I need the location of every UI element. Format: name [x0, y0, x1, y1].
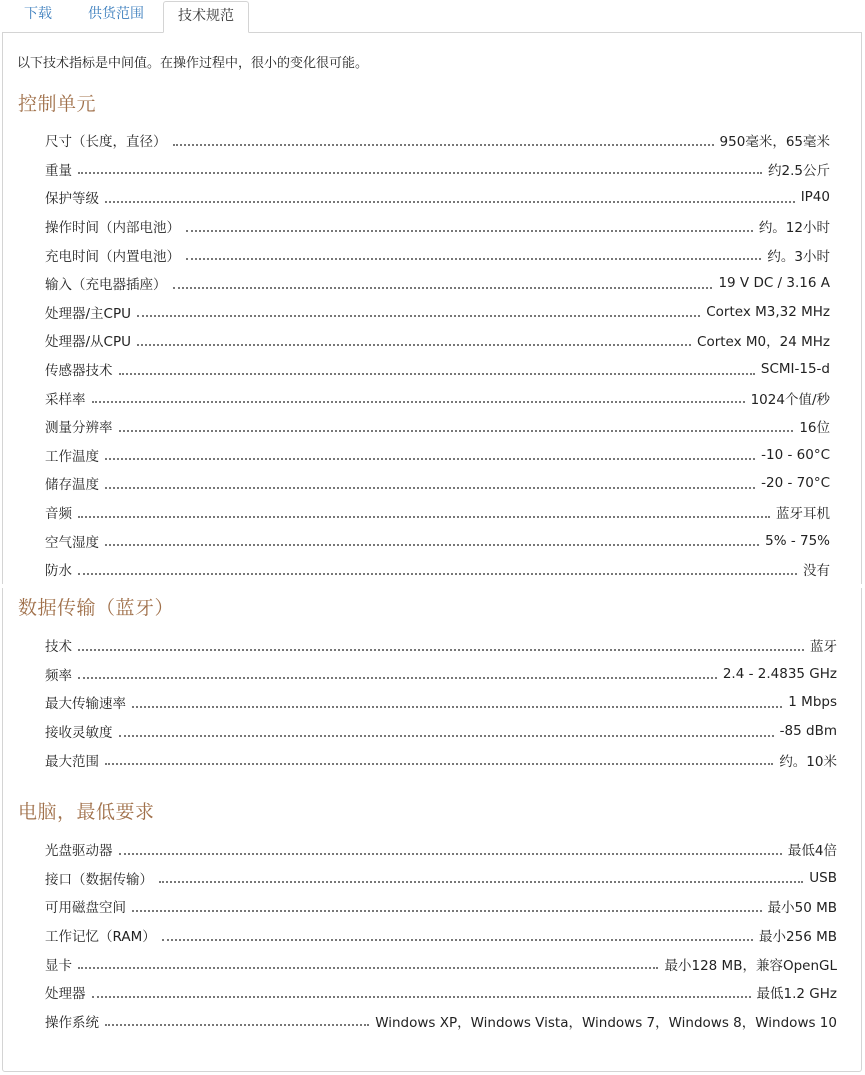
spec-value: 最低4倍: [787, 843, 837, 860]
spec-row: [45, 688, 837, 717]
spec-label: 显卡: [45, 957, 72, 974]
dot-leader: [119, 852, 782, 855]
spec-value: Windows XP，Windows Vista，Windows 7，Windows 8，Windows 10: [375, 1014, 837, 1031]
dot-leader: [186, 257, 761, 260]
spec-row: [45, 183, 830, 212]
dot-leader: [119, 429, 794, 432]
spec-value: 没有: [803, 563, 830, 580]
dot-leader: [105, 200, 795, 203]
section-gap: [0, 584, 865, 588]
spec-label: 工作记忆（RAM）: [45, 929, 156, 946]
dot-leader: [105, 1023, 369, 1026]
spec-label: 工作温度: [45, 448, 99, 465]
tab-scope-of-delivery[interactable]: 供货范围: [88, 6, 144, 22]
spec-label: 重量: [45, 162, 72, 179]
spec-value: 2.4 - 2.4835 GHz: [722, 665, 837, 682]
spec-list-data-transfer: [45, 631, 837, 774]
spec-value: 950毫米，65毫米: [719, 134, 830, 151]
spec-value: 19 V DC / 3.16 A: [718, 275, 830, 292]
dot-leader: [119, 372, 755, 375]
dot-leader: [78, 966, 658, 969]
dot-leader: [105, 543, 759, 546]
spec-row: [45, 155, 830, 184]
spec-list-control-unit: [45, 126, 830, 584]
dot-leader: [137, 314, 700, 317]
dot-leader: [137, 343, 691, 346]
spec-label: 尺寸（长度，直径）: [45, 134, 167, 151]
spec-value: 5% - 75%: [765, 532, 830, 549]
dot-leader: [159, 880, 803, 883]
spec-row: [45, 555, 830, 584]
intro-text: 以下技术指标是中间值。在操作过程中，很小的变化很可能。: [17, 56, 369, 71]
spec-value: USB: [809, 869, 837, 886]
spec-value: 约2.5公斤: [768, 162, 830, 179]
spec-label: 传感器技术: [45, 363, 113, 380]
dot-leader: [92, 995, 751, 998]
spec-row: [45, 660, 837, 689]
spec-value: -85 dBm: [779, 723, 837, 740]
spec-label: 接口（数据传输）: [45, 871, 153, 888]
tab-download[interactable]: 下载: [24, 6, 52, 22]
spec-value: IP40: [800, 189, 830, 206]
spec-row: [45, 412, 830, 441]
spec-row: [45, 526, 830, 555]
dot-leader: [78, 515, 770, 518]
spec-label: 测量分辨率: [45, 420, 113, 437]
spec-label: 操作系统: [45, 1014, 99, 1031]
dot-leader: [105, 486, 755, 489]
section-title-data-transfer: 数据传输（蓝牙）: [18, 597, 175, 619]
dot-leader: [105, 457, 755, 460]
dot-leader: [132, 909, 762, 912]
spec-label: 防水: [45, 563, 72, 580]
spec-label: 可用磁盘空间: [45, 900, 126, 917]
spec-value: 最小256 MB: [759, 929, 837, 946]
dot-leader: [78, 572, 797, 575]
spec-row: [45, 240, 830, 269]
spec-label: 光盘驱动器: [45, 843, 113, 860]
spec-row: [45, 745, 837, 774]
dot-leader: [78, 648, 804, 651]
spec-label: 储存温度: [45, 477, 99, 494]
spec-row: [45, 355, 830, 384]
spec-row: [45, 498, 830, 527]
tab-bar: [0, 0, 865, 33]
spec-label: 处理器: [45, 986, 86, 1003]
spec-value: 约。10米: [779, 753, 837, 770]
spec-value: 1024个值/秒: [750, 391, 830, 408]
dot-leader: [119, 734, 774, 737]
spec-label: 最大传输速率: [45, 696, 126, 713]
spec-value: Cortex M0，24 MHz: [697, 334, 830, 351]
spec-label: 操作时间（内部电池）: [45, 220, 180, 237]
spec-row: [45, 835, 837, 864]
spec-value: 16位: [799, 420, 830, 437]
spec-label: 空气湿度: [45, 534, 99, 551]
spec-row: [45, 269, 830, 298]
spec-label: 采样率: [45, 391, 86, 408]
spec-label: 输入（充电器插座）: [45, 277, 167, 294]
dot-leader: [78, 676, 717, 679]
spec-row: [45, 864, 837, 893]
spec-row: [45, 717, 837, 746]
spec-value: 1 Mbps: [788, 694, 837, 711]
spec-label: 处理器/从CPU: [45, 334, 131, 351]
spec-value: 最低1.2 GHz: [756, 986, 837, 1003]
spec-row: [45, 212, 830, 241]
spec-value: -20 - 70°C: [761, 475, 830, 492]
spec-row: [45, 126, 830, 155]
spec-row: [45, 441, 830, 470]
spec-row: [45, 631, 837, 660]
spec-label: 音频: [45, 506, 72, 523]
spec-row: [45, 383, 830, 412]
spec-label: 频率: [45, 667, 72, 684]
spec-value: 约。3小时: [767, 248, 830, 265]
spec-label: 最大范围: [45, 753, 99, 770]
spec-row: [45, 326, 830, 355]
tab-technical-specifications[interactable]: 技术规范: [163, 1, 249, 33]
spec-row: [45, 949, 837, 978]
dot-leader: [92, 400, 745, 403]
spec-value: Cortex M3,32 MHz: [706, 303, 830, 320]
spec-value: 约。12小时: [758, 220, 830, 237]
spec-row: [45, 1007, 837, 1036]
spec-value: -10 - 60°C: [761, 446, 830, 463]
dot-leader: [186, 229, 753, 232]
spec-row: [45, 921, 837, 950]
dot-leader: [132, 705, 782, 708]
dot-leader: [173, 286, 713, 289]
spec-value: 最小50 MB: [767, 900, 837, 917]
spec-label: 保护等级: [45, 191, 99, 208]
spec-row: [45, 469, 830, 498]
spec-label: 处理器/主CPU: [45, 305, 131, 322]
dot-leader: [105, 762, 773, 765]
spec-row: [45, 978, 837, 1007]
dot-leader: [173, 143, 714, 146]
spec-value: 蓝牙耳机: [776, 506, 830, 523]
dot-leader: [162, 938, 753, 941]
section-title-pc-requirements: 电脑，最低要求: [18, 801, 155, 823]
spec-label: 接收灵敏度: [45, 725, 113, 742]
spec-value: SCMI-15-d: [760, 361, 830, 378]
spec-list-pc-requirements: [45, 835, 837, 1035]
dot-leader: [78, 171, 762, 174]
spec-value: 最小128 MB，兼容OpenGL: [664, 957, 837, 974]
spec-label: 充电时间（内置电池）: [45, 248, 180, 265]
section-title-control-unit: 控制单元: [18, 93, 97, 115]
spec-label: 技术: [45, 639, 72, 656]
spec-row: [45, 892, 837, 921]
spec-value: 蓝牙: [810, 639, 837, 656]
spec-row: [45, 298, 830, 327]
